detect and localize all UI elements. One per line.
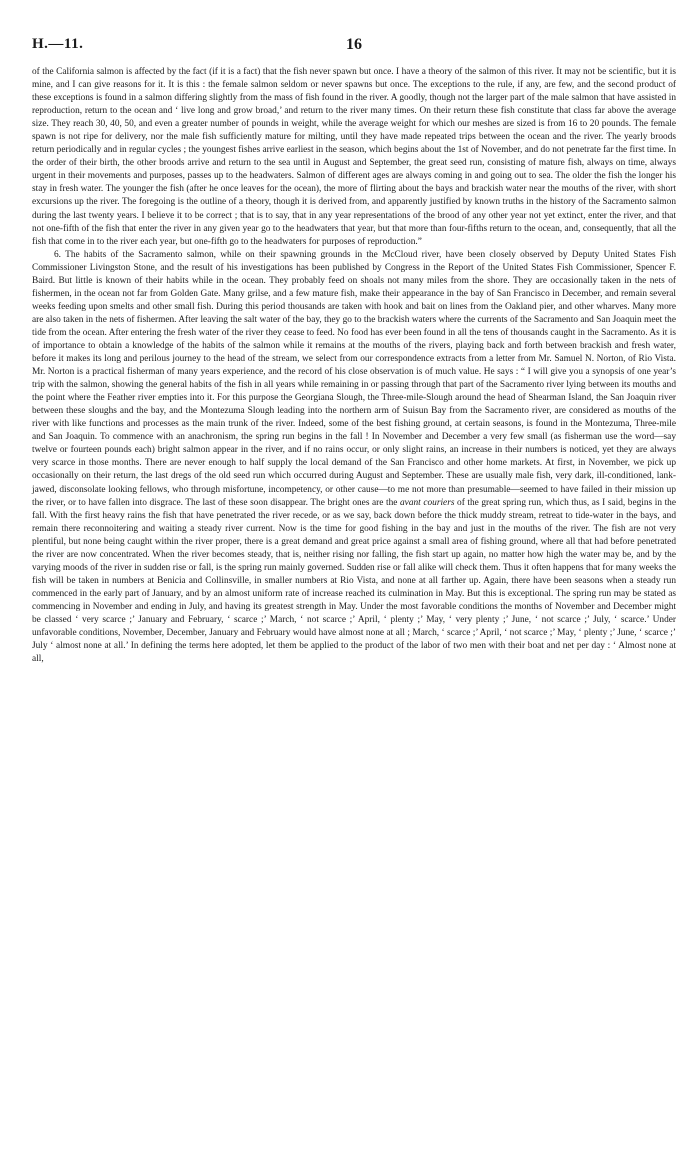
paragraph-6-habits [32,249,676,667]
page-header [32,36,676,60]
paragraph-theory-continuation: of the California salmon is affected by the fact (if it is a fact) that the fish never spawn but once. I have a theory of the salmon of this river. It may not be scientific, but it is mine, and I can give reasons for it. It is this : the female salmon seldom or never spawns but once. The exceptions to the rule, if any, are few, and the second product of these exceptions is found in a salmon differing slightly from the mass of fish found in the river. A goodly, though not the larger part of the male salmon that have assisted in reproduction, return to the ocean and ‘ live long and grow broad,’ and return to the river many times. On their return these fish constitute that class far above the average size. They reach 30, 40, 50, and even a greater number of pounds in weight, while the average weight for which our meshes are sized is from 16 to 20 pounds. The female spawn is not ripe for delivery, nor the male fish sufficiently mature for milting, until they have made repeated trips between the ocean and the river. The yearly broods return periodically and in regular cycles ; the youngest fishes arrive earliest in the season, which begins about the 1st of November, and do not penetrate far the first time. In the order of their birth, the other broods arrive and return to the sea until in August and September, the great seed run, consisting of mature fish, always on time, always urgent in their movements and purposes, passes up to the headwaters. Salmon of different ages are always coming in and going out to sea. The older the fish the longer his stay in fresh water. The younger the fish (after he once leaves for the ocean), the more of flirting about the bays and brackish water near the mouths of the river, with short excursions up the river. The foregoing is the outline of a theory, though it is derived from, and apparently justified by known truths in the history of the Sacramento salmon during the last twenty years. I believe it to be correct ; that is to say, that in any year representations of the brood of any other year not yet extinct, enter the river, and that not one-fifth of the fish that enter the river in any given year go to the headwaters that year, but that more than four-fifths return to the ocean, and, consequently, that all the fish that come in to the river each year, but one-fifth go to the headwaters for purposes of reproduction.” [32,67,676,247]
page-number: 16 [346,36,362,53]
document-code: H.—11. [32,36,84,52]
italic-phrase: avant couriers [400,497,455,508]
document-body [32,66,676,666]
paragraph-6-text-part-1: 6. The habits of the Sacramento salmon, while on their spawning grounds in the McCloud river, have been closely observed by Deputy United States Fish Commissioner Livingston Stone, and the result of his investigations has been published by Congress in the Report of the United States Fish Commissioner, Spencer F. Baird. But little is known of their habits while in the ocean. They probably feed on shoals not many miles from the shore. They are occasionally taken in the nets of fishermen, in the ocean not far from Golden Gate. Many grilse, and a few mature fish, make their appearance in the bay of San Francisco in December, and remain several weeks feeding upon smelts and other small fish. During this period thousands are taken with hook and bait on lines from the Oakland pier, and other wharves. Many more are also taken in the nets of fishermen. After leaving the salt water of the bay, they go to the brackish waters where the currents of the Sacramento and San Joaquin meet the tide from the ocean. After entering the fresh water of the river they cease to feed. No food has ever been found in all the tens of thousands caught in the Sacramento. As it is of importance to obtain a knowledge of the habits of the salmon while it remains at the mouths of the rivers, playing back and forth between brackish and fresh water, before it makes its long and perilous journey to the head of the stream, we select from our correspondence extracts from a letter from Mr. Samuel N. Norton, of Rio Vista. Mr. Norton is a practical fisherman of many years experience, and the record of his close observation is of much value. He says : “ I will give you a synopsis of one year’s trip with the salmon, showing the general habits of the fish in all years while remaining in or passing through that part of the Sacramento river lying between its mouths and the point where the Feather river empties into it. For this purpose the Georgiana Slough, the Three-mile-Slough around the head of Shearman Island, the San Joaquin river between these sloughs and the bay, and the Montezuma Slough leading into the northern arm of Suisun Bay from the Sacramento river, are considered as mouths of the river with like functions and processes as the main trunk of the river. Indeed, some of the best fishing ground, at certain seasons, is found in the Montezuma, Three-mile and San Joaquin. To commence with an anachronism, the spring run begins in the fall ! In November and December a very few small (as fisherman use the word—say twelve or fourteen pounds each) bright salmon appear in the river, and if no rains occur, or only slight rains, an increase in their numbers is noticed, yet they are always very scarce in those months. There are never enough to half supply the local demand of the San Francisco and other home markets. At first, in November, we pick up occasionally on their return, the last dregs of the old seed run which occurred during August and September. These are usually male fish, very dark, ill-conditioned, lank-jawed, disconsolate looking fellows, who through misfortune, incompetency, or other cause—to me not more than presumable—seemed to have failed in their mission up the river, or to have fallen into disgrace. The last of these soon disappear. The bright ones are the [32,249,676,508]
paragraph-6-text-part-2: of the great spring run, which thus, as I said, begins in the fall. With the first heavy rains the fish that have penetrated the river recede, or as we say, back down before the thick muddy stream, retreat to tide-water in the bays, and remain there reconnoitering and waiting a steady river current. Now is the time for good fishing in the bay and just in the mouths of the river. The fish are not very plentiful, but none being caught within the river proper, there is a great demand and great price against a small area of fishing ground, where all that had before penetrated the river are now concentrated. When the river becomes steady, that is, neither rising nor falling, the fish start up again, no matter how high the water may be, and by the varying moods of the river in sudden rise or fall, is the spring run mainly governed. Sudden rise or fall alike will check them. Thus it often happens that for many weeks the fish will be taken in numbers at Benicia and Collinsville, in smaller numbers at Rio Vista, and none at all farther up. Again, there have been seasons when a steady run commenced in the early part of January, and by an almost uniform rate of increase reached its culmination in May. But this is exceptional. The spring run may be stated as commencing in November and ending in July, and having its greatest strength in May. Under the most favorable conditions the months of November and December might be classed ‘ very scarce ;’ January and February, ‘ scarce ;’ March, ‘ not scarce ;’ April, ‘ plenty ;’ May, ‘ very plenty ;’ June, ‘ not scarce ;’ July, ‘ scarce.’ Under unfavorable conditions, November, December, January and February would have almost none at all ; March, ‘ scarce ;’ April, ‘ not scarce ;’ May, ‘ plenty ;’ June, ‘ scarce ;’ July ‘ almost none at all.’ In defining the terms here adopted, let them be applied to the product of the labor of two men with their boat and net per day : ‘ Almost none at all, [32,497,677,665]
